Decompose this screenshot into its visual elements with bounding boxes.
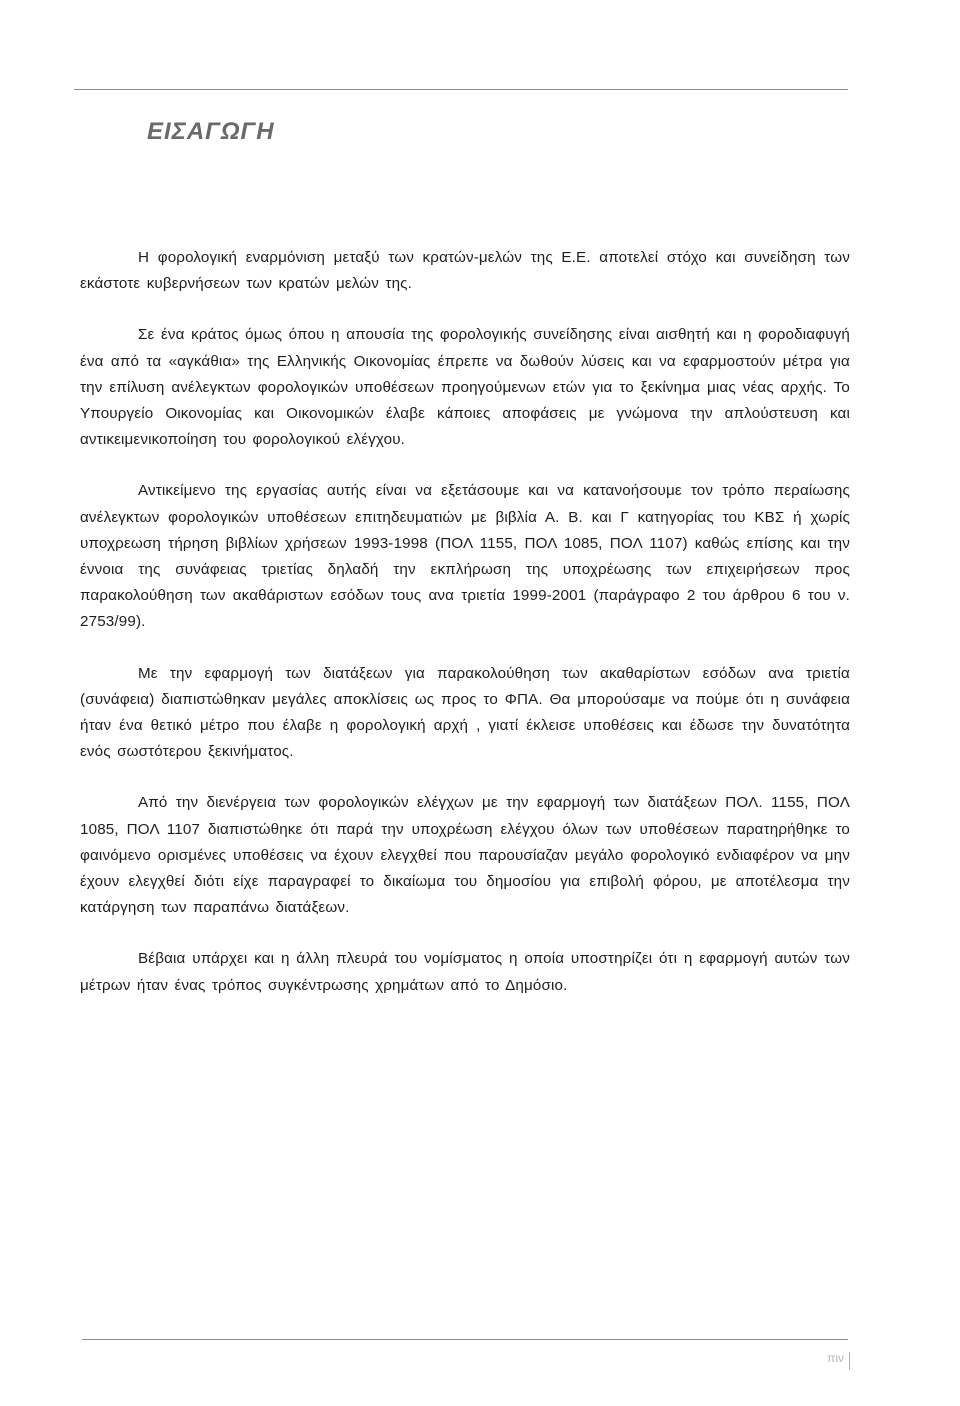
footer-rule <box>82 1339 848 1340</box>
page-number-divider <box>849 1352 850 1370</box>
page-number: πιν <box>827 1351 844 1365</box>
document-body <box>80 245 850 999</box>
paragraph-4: Με την εφαρμογή των διατάξεων για παρακολούθηση των ακαθαρίστων εσόδων ανα τριετία (συνάφεια) διαπιστώθηκαν μεγάλες αποκλίσεις ως προς το ΦΠΑ. Θα μπορούσαμε να πούμε ότι η συνάφεια ήταν ένα θετικό μέτρο που έλαβε η φορολογική αρχή , γιατί έκλεισε υποθέσεις και έδωσε την δυνατότητα ενός σωστότερου ξεκινήματος. <box>80 664 850 761</box>
page-title: ΕΙΣΑΓΩΓΗ <box>147 118 275 145</box>
paragraph-6: Βέβαια υπάρχει και η άλλη πλευρά του νομίσματος η οποία υποστηρίζει ότι η εφαρμογή αυτών των μέτρων ήταν ένας τρόπος συγκέντρωσης χρημάτων από το Δημόσιο. <box>80 950 850 994</box>
paragraph-3: Αντικείμενο της εργασίας αυτής είναι να εξετάσουμε και να κατανοήσουμε τον τρόπο περαίωσης ανέλεγκτων φορολογικών υποθέσεων επιτηδευματιών με βιβλία Α. Β. και Γ κατηγορίας του ΚΒΣ ή χωρίς υποχρεωση τήρηση βιβλίων χρήσεων 1993-1998 (ΠΟΛ 1155, ΠΟΛ 1085, ΠΟΛ 1107) καθώς επίσης και την έννοια της συνάφειας τριετίας δηλαδή την εκπλήρωση της υποχρέωσης των επιχειρήσεων προς παρακολούθηση των ακαθάριστων εσόδων τους ανα τριετία 1999-2001 (παράγραφο 2 του άρθρου 6 του ν. 2753/99). <box>80 482 850 631</box>
paragraph-1: Η φορολογική εναρμόνιση μεταξύ των κρατών-μελών της Ε.Ε. αποτελεί στόχο και συνείδηση των εκάστοτε κυβερνήσεων των κρατών μελών της. <box>80 249 850 293</box>
header-rule <box>74 89 848 90</box>
paragraph-2: Σε ένα κράτος όμως όπου η απουσία της φορολογικής συνείδησης είναι αισθητή και η φοροδιαφυγή ένα από τα «αγκάθια» της Ελληνικής Οικονομίας έπρεπε να δωθούν λύσεις και να εφαρμοστούν μέτρα για την επίλυση ανέλεγκτων φορολογικών υποθέσεων προηγούμενων ετών για το ξεκίνημα μιας νέας αρχής. Το Υπουργείο Οικονομίας και Οικονομικών έλαβε κάποιες αποφάσεις με γνώμονα την απλούστευση και αντικειμενικοποίηση του φορολογικού ελέγχου. <box>80 326 850 449</box>
paragraph-5: Από την διενέργεια των φορολογικών ελέγχων με την εφαρμογή των διατάξεων ΠΟΛ. 1155, ΠΟΛ 1085, ΠΟΛ 1107 διαπιστώθηκε ότι παρά την υποχρέωση ελέγχου όλων των υποθέσεων παρατηρήθηκε το φαινόμενο ορισμένες υποθέσεις να έχουν ελεγχθεί που παρουσίαζαν μεγάλο φορολογικό ενδιαφέρον να μην έχουν ελεγχθεί διότι είχε παραγραφεί το δικαίωμα του δημοσίου για επιβολή φόρου, με αποτέλεσμα την κατάργηση των παραπάνω διατάξεων. <box>80 794 850 917</box>
